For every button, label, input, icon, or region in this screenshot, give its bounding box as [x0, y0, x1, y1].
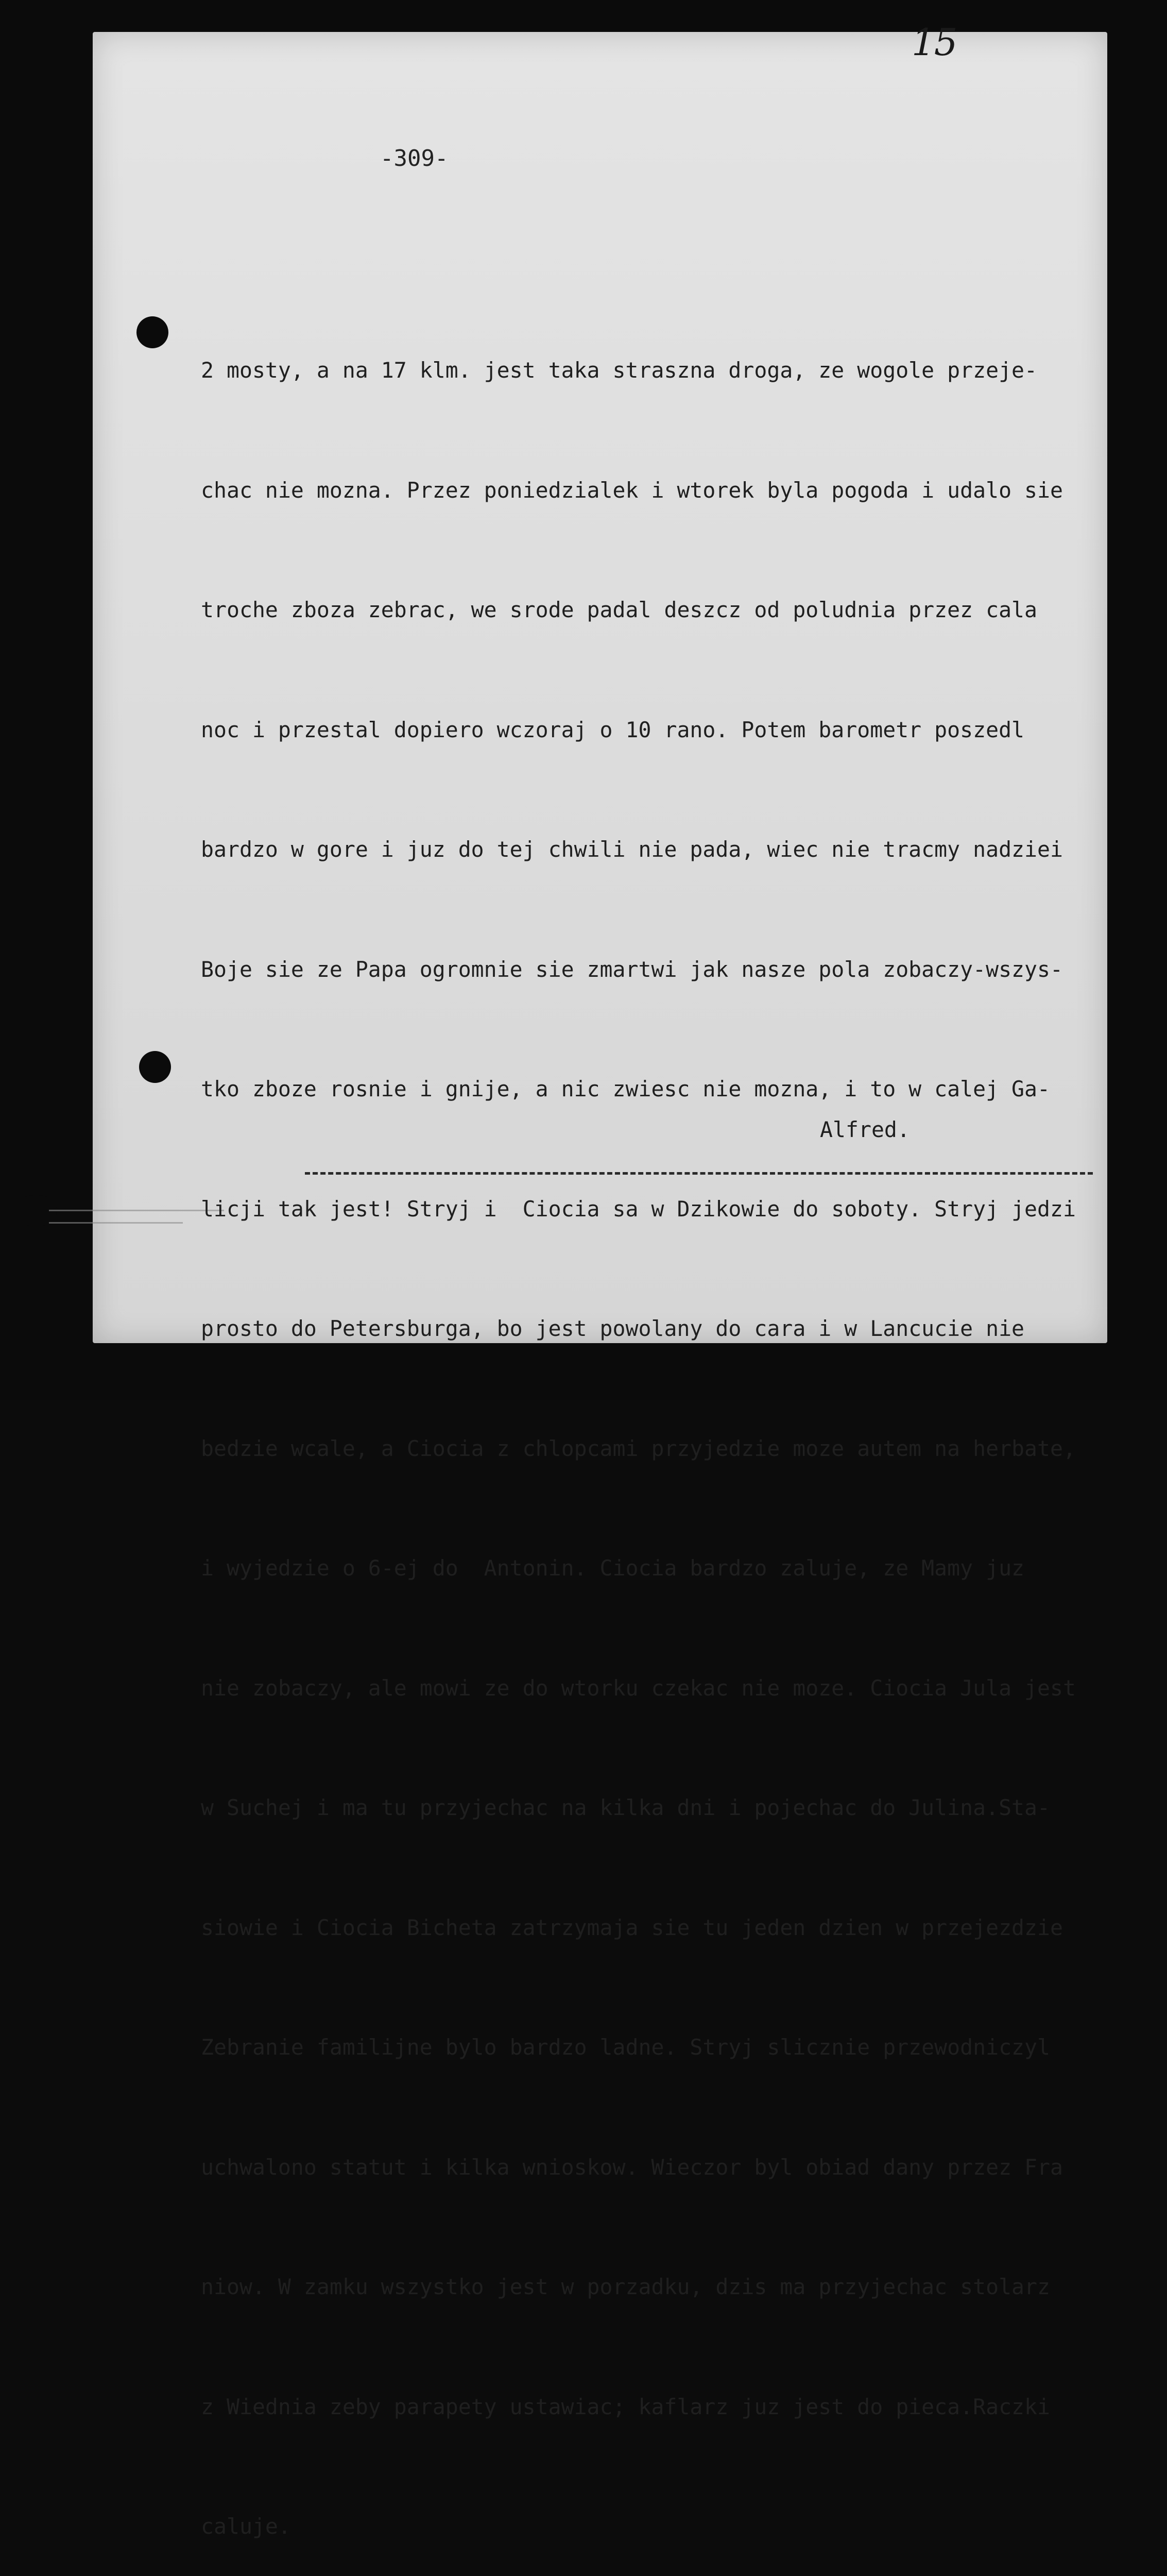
separator-line: [305, 1172, 1093, 1175]
text-line: caluje.: [201, 2514, 291, 2539]
edge-mark: [1118, 1278, 1122, 1381]
text-line: licji tak jest! Stryj i Ciocia sa w Dzikowie do soboty. Stryj jedzi: [201, 1196, 1076, 1222]
text-line: 2 mosty, a na 17 klm. jest taka straszna droga, ze wogole przeje-: [201, 358, 1038, 383]
staple-streak: [49, 1222, 183, 1224]
text-line: niow. W zamku wszystko jest w porzadku, dzis ma przyjechac stolarz: [201, 2274, 1051, 2299]
signature: Alfred.: [820, 1117, 910, 1142]
text-line: Zebranie familijne bylo bardzo ladne. Stryj slicznie przewodniczyl: [201, 2035, 1051, 2060]
letter-body: [201, 270, 1118, 2576]
staple-streak: [49, 1210, 224, 1211]
page-number: -309-: [380, 145, 449, 172]
text-line: Boje sie ze Papa ogromnie sie zmartwi jak nasze pola zobaczy-wszys-: [201, 956, 1063, 982]
text-line: w Suchej i ma tu przyjechac na kilka dni i pojechac do Julina.Sta-: [201, 1795, 1051, 1820]
text-line: z Wiednia zeby parapety ustawiac; kaflarz juz jest do pieca.Raczki: [201, 2394, 1051, 2419]
text-line: bedzie wcale, a Ciocia z chlopcami przyjedzie moze autem na herbate,: [201, 1435, 1076, 1461]
text-line: tko zboze rosnie i gnije, a nic zwiesc nie mozna, i to w calej Ga-: [201, 1076, 1051, 1101]
edge-mark: [1110, 0, 1115, 21]
text-line: bardzo w gore i juz do tej chwili nie pada, wiec nie tracmy nadziei: [201, 837, 1063, 862]
text-line: troche zboza zebrac, we srode padal deszcz od poludnia przez cala: [201, 597, 1038, 622]
text-line: uchwalono statut i kilka wnioskow. Wieczor byl obiad dany przez Fra: [201, 2154, 1063, 2180]
text-line: nie zobaczy, ale mowi ze do wtorku czekac nie moze. Ciocia Jula jest: [201, 1675, 1076, 1701]
text-line: siowie i Ciocia Bicheta zatrzymaja sie tu jeden dzien w przejezdzie: [201, 1914, 1063, 1940]
punch-hole-top: [136, 316, 168, 348]
text-line: noc i przestal dopiero wczoraj o 10 rano. Potem barometr poszedl: [201, 717, 1025, 742]
text-line: i wyjedzie o 6-ej do Antonin. Ciocia bardzo zaluje, ze Mamy juz: [201, 1555, 1025, 1581]
text-line: prosto do Petersburga, bo jest powolany do cara i w Lancucie nie: [201, 1316, 1025, 1341]
punch-hole-bottom: [139, 1051, 171, 1083]
folio-number: 15: [912, 21, 957, 64]
text-line: chac nie mozna. Przez poniedzialek i wtorek byla pogoda i udalo sie: [201, 477, 1063, 503]
